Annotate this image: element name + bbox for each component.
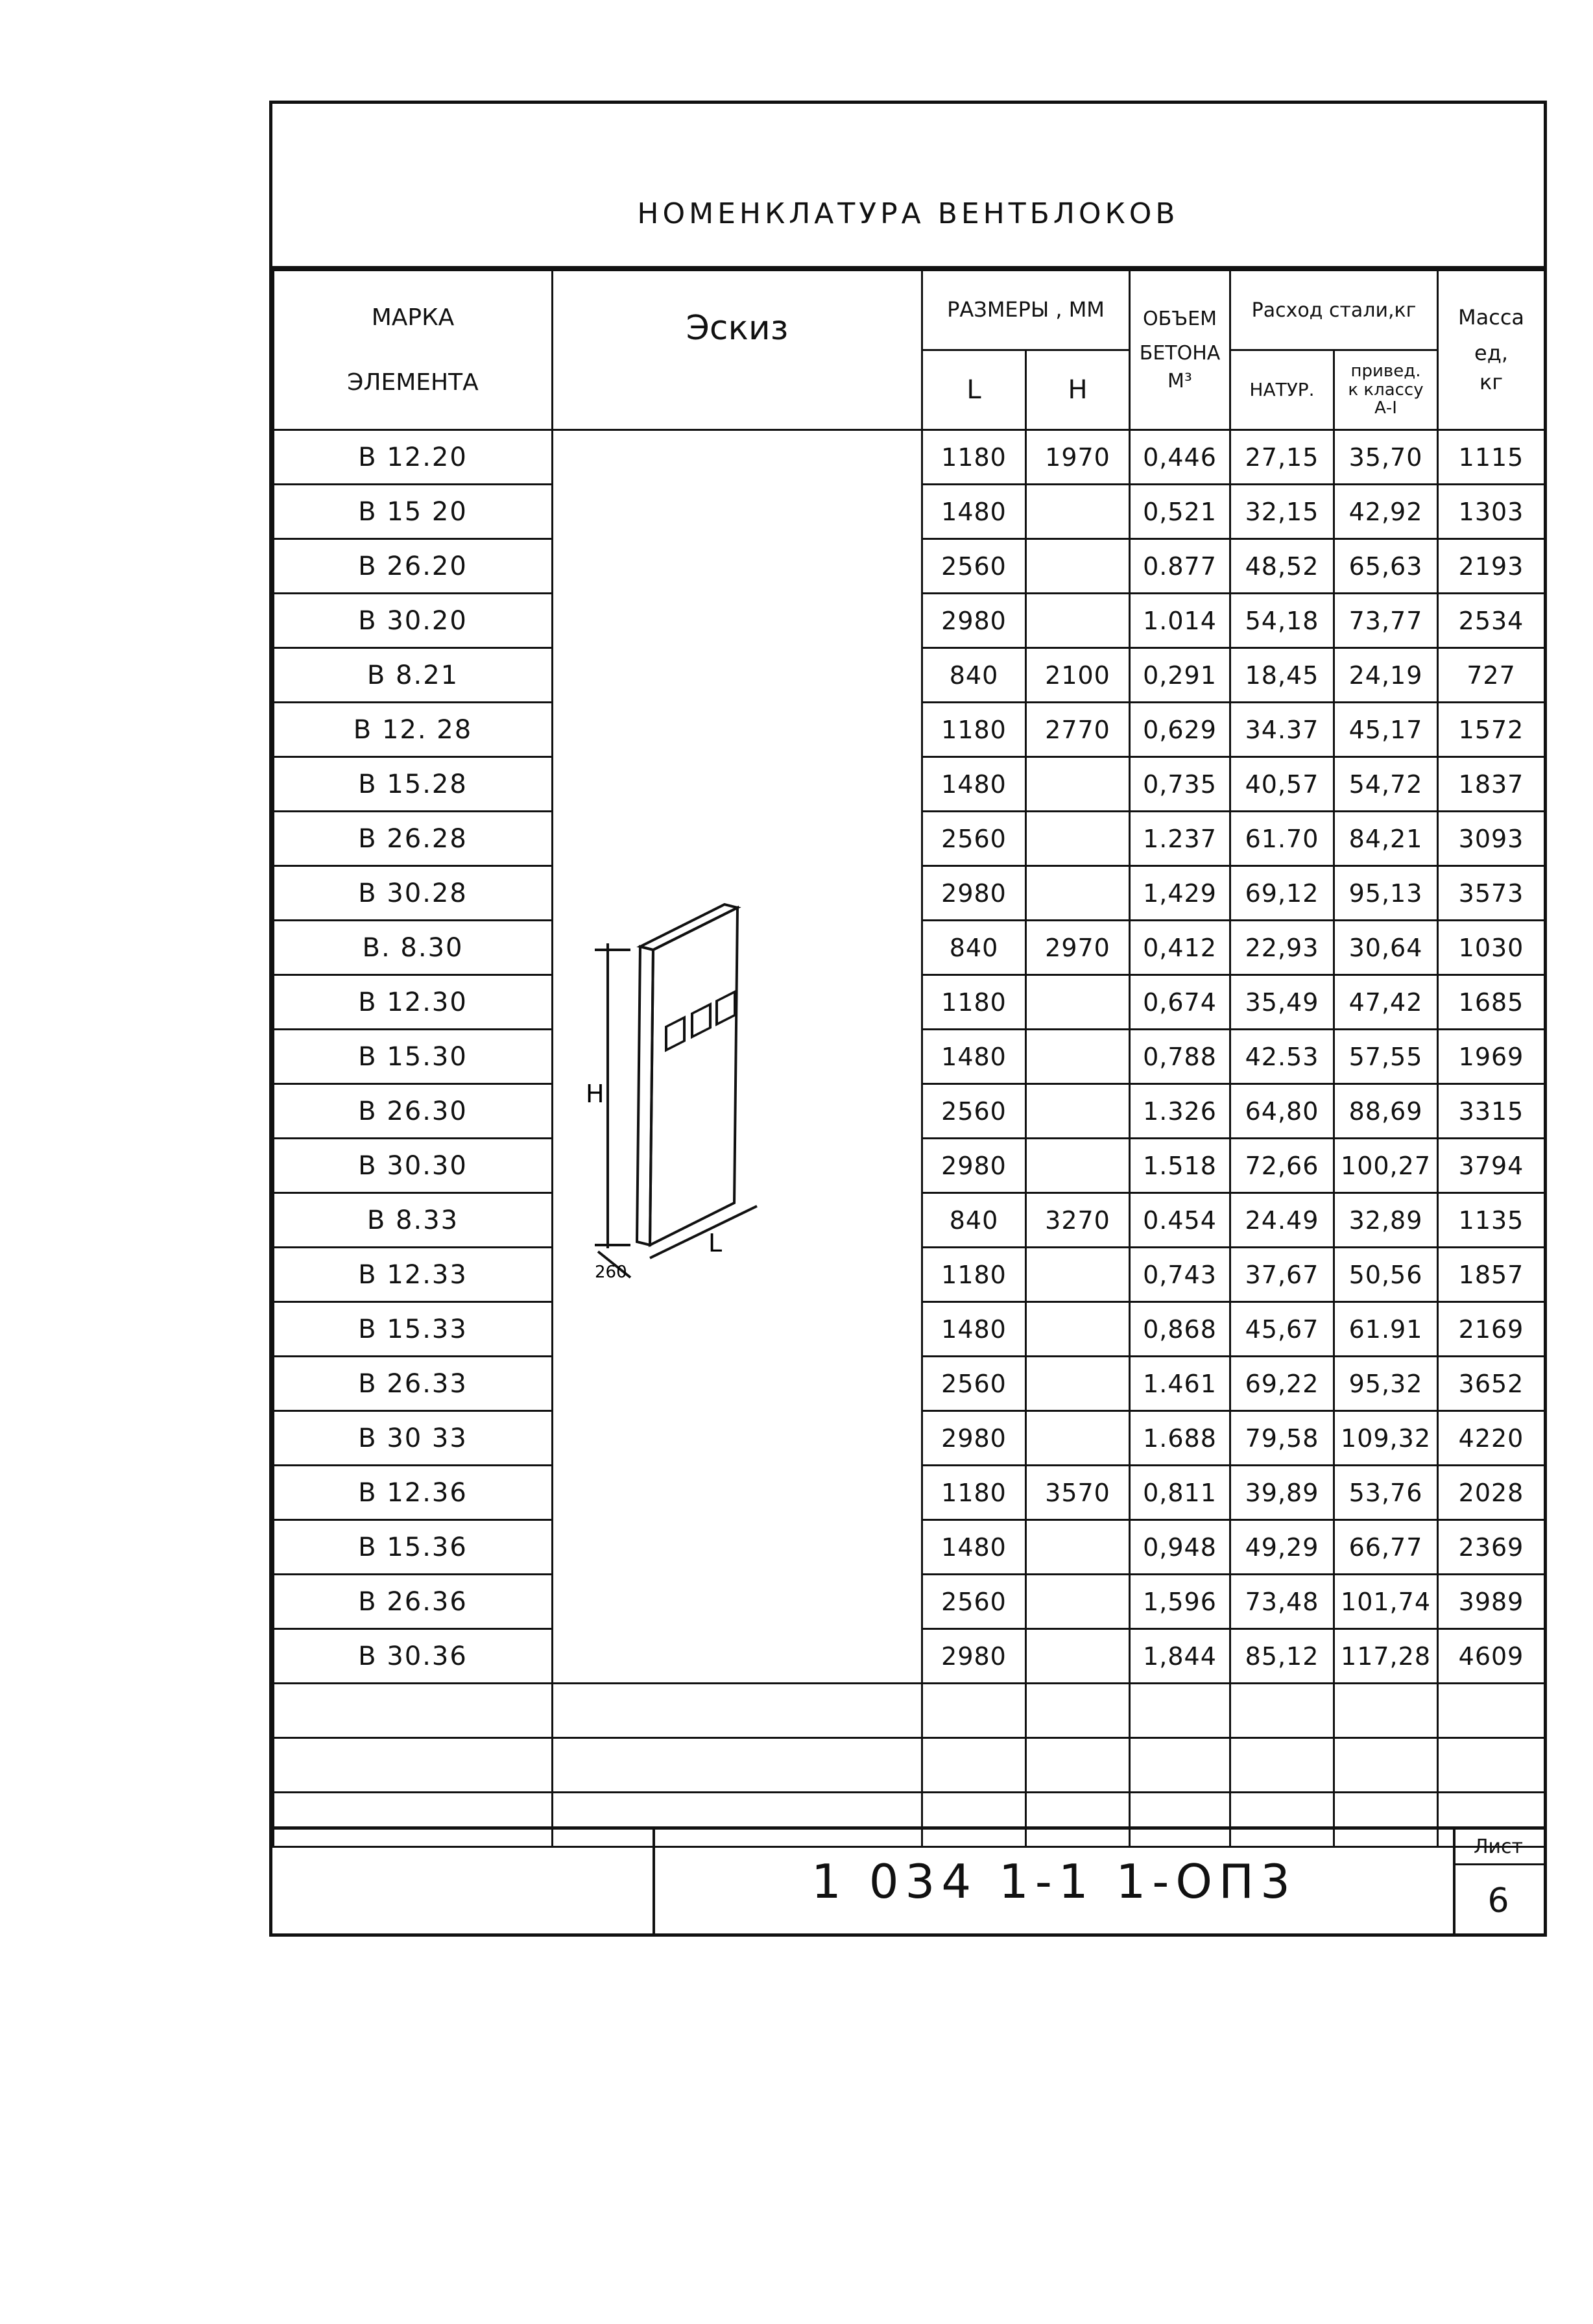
cell-nat: 61.70	[1230, 812, 1334, 866]
cell-mass: 2028	[1438, 1466, 1545, 1520]
sketch-label-w: 260	[594, 1262, 627, 1282]
cell-mark: В 26.33	[274, 1357, 553, 1411]
cell-L: 1480	[922, 757, 1026, 812]
cell-H	[1026, 485, 1130, 539]
cell-red: 53,76	[1334, 1466, 1438, 1520]
cell-nat: 64,80	[1230, 1084, 1334, 1139]
cell-mark: В 26.20	[274, 539, 553, 594]
cell-red: 57,55	[1334, 1030, 1438, 1084]
cell-L: 2980	[922, 1629, 1026, 1684]
header-steel-red-line3: А-I	[1374, 398, 1397, 418]
cell-mark: В 30 33	[274, 1411, 553, 1466]
empty-cell	[274, 1684, 553, 1738]
cell-H	[1026, 757, 1130, 812]
cell-H	[1026, 1248, 1130, 1302]
cell-red: 101,74	[1334, 1575, 1438, 1629]
cell-mark: В 30.28	[274, 866, 553, 921]
cell-red: 50,56	[1334, 1248, 1438, 1302]
cell-L: 2980	[922, 866, 1026, 921]
cell-vol: 0.877	[1130, 539, 1230, 594]
empty-cell	[553, 1684, 922, 1738]
cell-vol: 0,868	[1130, 1302, 1230, 1357]
cell-nat: 22,93	[1230, 921, 1334, 975]
header-mass-unit: кг	[1479, 370, 1503, 395]
cell-red: 84,21	[1334, 812, 1438, 866]
cell-H	[1026, 1520, 1130, 1575]
header-sketch: Эскиз	[553, 271, 922, 430]
cell-vol: 0,811	[1130, 1466, 1230, 1520]
header-H: H	[1026, 350, 1130, 430]
header-mass-line2: ед,	[1474, 340, 1508, 365]
cell-L: 840	[922, 921, 1026, 975]
cell-H	[1026, 1302, 1130, 1357]
cell-H	[1026, 1629, 1130, 1684]
cell-nat: 39,89	[1230, 1466, 1334, 1520]
cell-vol: 0,521	[1130, 485, 1230, 539]
header-volume-unit: М³	[1168, 370, 1192, 393]
table-row	[274, 430, 1545, 485]
header-mass-line1: Масса	[1458, 304, 1525, 330]
cell-H: 1970	[1026, 430, 1130, 485]
header-mark	[274, 271, 553, 430]
cell-mass: 1857	[1438, 1248, 1545, 1302]
cell-mark: В 26.36	[274, 1575, 553, 1629]
cell-mass: 3989	[1438, 1575, 1545, 1629]
title-block-left	[272, 1830, 655, 1933]
cell-nat: 34.37	[1230, 703, 1334, 757]
cell-vol: 1,844	[1130, 1629, 1230, 1684]
cell-L: 1180	[922, 703, 1026, 757]
cell-L: 2560	[922, 539, 1026, 594]
cell-vol: 0,743	[1130, 1248, 1230, 1302]
cell-H	[1026, 1357, 1130, 1411]
cell-vol: 1,596	[1130, 1575, 1230, 1629]
cell-nat: 32,15	[1230, 485, 1334, 539]
cell-mass: 3652	[1438, 1357, 1545, 1411]
cell-vol: 1.518	[1130, 1139, 1230, 1193]
header-steel-red-line2: к классу	[1348, 380, 1424, 400]
cell-red: 73,77	[1334, 594, 1438, 648]
cell-mark: В 26.28	[274, 812, 553, 866]
cell-nat: 45,67	[1230, 1302, 1334, 1357]
cell-vol: 0.454	[1130, 1193, 1230, 1248]
cell-L: 2980	[922, 1139, 1026, 1193]
cell-mass: 4220	[1438, 1411, 1545, 1466]
cell-mass: 3315	[1438, 1084, 1545, 1139]
cell-red: 42,92	[1334, 485, 1438, 539]
cell-vol: 0,674	[1130, 975, 1230, 1030]
cell-nat: 54,18	[1230, 594, 1334, 648]
cell-H: 2100	[1026, 648, 1130, 703]
cell-L: 2560	[922, 1575, 1026, 1629]
cell-vol: 0,788	[1130, 1030, 1230, 1084]
cell-L: 1180	[922, 1466, 1026, 1520]
cell-H	[1026, 1575, 1130, 1629]
cell-nat: 37,67	[1230, 1248, 1334, 1302]
cell-mark: В 15.36	[274, 1520, 553, 1575]
cell-mass: 1572	[1438, 703, 1545, 757]
cell-nat: 49,29	[1230, 1520, 1334, 1575]
cell-mass: 3573	[1438, 866, 1545, 921]
cell-mass: 2169	[1438, 1302, 1545, 1357]
cell-H	[1026, 539, 1130, 594]
cell-mass: 2534	[1438, 594, 1545, 648]
cell-L: 1480	[922, 1030, 1026, 1084]
cell-mark: В 15.30	[274, 1030, 553, 1084]
cell-red: 35,70	[1334, 430, 1438, 485]
cell-nat: 85,12	[1230, 1629, 1334, 1684]
empty-cell	[1438, 1684, 1545, 1738]
cell-H	[1026, 1030, 1130, 1084]
cell-mark: В 15.33	[274, 1302, 553, 1357]
header-steel-nat: НАТУР.	[1230, 350, 1334, 430]
cell-mark: В 12.20	[274, 430, 553, 485]
cell-red: 47,42	[1334, 975, 1438, 1030]
cell-mark: В 15 20	[274, 485, 553, 539]
cell-vol: 1.461	[1130, 1357, 1230, 1411]
sheet-label: Лист	[1453, 1830, 1544, 1865]
cell-L: 2560	[922, 812, 1026, 866]
cell-vol: 0,735	[1130, 757, 1230, 812]
title-block	[272, 1826, 1544, 1933]
cell-red: 100,27	[1334, 1139, 1438, 1193]
cell-H	[1026, 866, 1130, 921]
header-steel: Расход стали,кг	[1230, 271, 1438, 350]
header-steel-red-line1: привед.	[1350, 361, 1421, 381]
cell-mark: В. 8.30	[274, 921, 553, 975]
header-volume-line1: ОБЪЕМ	[1143, 308, 1217, 330]
cell-red: 32,89	[1334, 1193, 1438, 1248]
empty-cell	[274, 1738, 553, 1793]
cell-mark: В 30.30	[274, 1139, 553, 1193]
cell-vol: 1.326	[1130, 1084, 1230, 1139]
cell-L: 840	[922, 648, 1026, 703]
cell-nat: 40,57	[1230, 757, 1334, 812]
cell-red: 24,19	[1334, 648, 1438, 703]
cell-mark: В 12. 28	[274, 703, 553, 757]
cell-nat: 69,22	[1230, 1357, 1334, 1411]
header-dims: РАЗМЕРЫ , ММ	[922, 271, 1130, 350]
empty-cell	[922, 1738, 1026, 1793]
cell-H: 3570	[1026, 1466, 1130, 1520]
empty-cell	[1334, 1738, 1438, 1793]
cell-mass: 727	[1438, 648, 1545, 703]
cell-L: 1480	[922, 1302, 1026, 1357]
empty-cell	[553, 1738, 922, 1793]
cell-mark: В 12.30	[274, 975, 553, 1030]
header-L: L	[922, 350, 1026, 430]
empty-cell	[1334, 1684, 1438, 1738]
cell-vol: 0,291	[1130, 648, 1230, 703]
header-mark-line1: МАРКА	[371, 304, 455, 331]
empty-row	[274, 1738, 1545, 1793]
header-mass	[1438, 271, 1545, 430]
header-volume	[1130, 271, 1230, 430]
cell-red: 66,77	[1334, 1520, 1438, 1575]
cell-red: 45,17	[1334, 703, 1438, 757]
cell-mass: 2193	[1438, 539, 1545, 594]
cell-red: 117,28	[1334, 1629, 1438, 1684]
cell-nat: 24.49	[1230, 1193, 1334, 1248]
cell-mark: В 8.33	[274, 1193, 553, 1248]
cell-red: 95,32	[1334, 1357, 1438, 1411]
cell-L: 2980	[922, 594, 1026, 648]
cell-mark: В 30.36	[274, 1629, 553, 1684]
cell-mass: 1030	[1438, 921, 1545, 975]
cell-mass: 1969	[1438, 1030, 1545, 1084]
cell-nat: 48,52	[1230, 539, 1334, 594]
empty-row	[274, 1684, 1545, 1738]
cell-vol: 1,429	[1130, 866, 1230, 921]
cell-mass: 3794	[1438, 1139, 1545, 1193]
cell-H	[1026, 1084, 1130, 1139]
cell-H: 2970	[1026, 921, 1130, 975]
empty-cell	[922, 1684, 1026, 1738]
cell-L: 1180	[922, 430, 1026, 485]
cell-L: 1480	[922, 485, 1026, 539]
page-title: НОМЕНКЛАТУРА ВЕНТБЛОКОВ	[272, 104, 1544, 269]
cell-nat: 27,15	[1230, 430, 1334, 485]
cell-L: 2980	[922, 1411, 1026, 1466]
cell-red: 109,32	[1334, 1411, 1438, 1466]
header-steel-red	[1334, 350, 1438, 430]
sketch-label-h: H	[585, 1079, 605, 1108]
cell-L: 1180	[922, 1248, 1026, 1302]
cell-nat: 79,58	[1230, 1411, 1334, 1466]
drawing-sheet	[269, 101, 1547, 1937]
cell-red: 65,63	[1334, 539, 1438, 594]
sketch-cell	[553, 430, 922, 1684]
cell-red: 61.91	[1334, 1302, 1438, 1357]
cell-nat: 72,66	[1230, 1139, 1334, 1193]
empty-cell	[1026, 1684, 1130, 1738]
cell-red: 88,69	[1334, 1084, 1438, 1139]
cell-mass: 1685	[1438, 975, 1545, 1030]
cell-H	[1026, 812, 1130, 866]
cell-mark: В 12.36	[274, 1466, 553, 1520]
cell-mass: 3093	[1438, 812, 1545, 866]
cell-mass: 1135	[1438, 1193, 1545, 1248]
ventblock-sketch	[569, 830, 906, 1284]
sketch-label-l: L	[708, 1228, 722, 1257]
cell-mark: В 30.20	[274, 594, 553, 648]
cell-vol: 1.688	[1130, 1411, 1230, 1466]
nomenclature-table	[272, 269, 1546, 1848]
cell-nat: 69,12	[1230, 866, 1334, 921]
cell-H	[1026, 594, 1130, 648]
cell-mark: В 8.21	[274, 648, 553, 703]
cell-mass: 2369	[1438, 1520, 1545, 1575]
document-code: 1 034 1-1 1-ОП3	[811, 1854, 1297, 1909]
cell-mass: 1115	[1438, 430, 1545, 485]
cell-vol: 0,446	[1130, 430, 1230, 485]
cell-mass: 4609	[1438, 1629, 1545, 1684]
cell-H	[1026, 975, 1130, 1030]
cell-mark: В 15.28	[274, 757, 553, 812]
empty-cell	[1026, 1738, 1130, 1793]
header-mark-line2: ЭЛЕМЕНТА	[347, 369, 479, 396]
empty-cell	[1130, 1684, 1230, 1738]
header-volume-line2: БЕТОНА	[1139, 342, 1221, 365]
cell-nat: 35,49	[1230, 975, 1334, 1030]
cell-mark: В 26.30	[274, 1084, 553, 1139]
cell-nat: 18,45	[1230, 648, 1334, 703]
cell-vol: 1.014	[1130, 594, 1230, 648]
cell-H	[1026, 1139, 1130, 1193]
cell-L: 1480	[922, 1520, 1026, 1575]
empty-cell	[1230, 1738, 1334, 1793]
cell-H	[1026, 1411, 1130, 1466]
cell-L: 2560	[922, 1084, 1026, 1139]
cell-L: 840	[922, 1193, 1026, 1248]
cell-H: 3270	[1026, 1193, 1130, 1248]
cell-nat: 73,48	[1230, 1575, 1334, 1629]
cell-L: 1180	[922, 975, 1026, 1030]
cell-mass: 1837	[1438, 757, 1545, 812]
empty-cell	[1230, 1684, 1334, 1738]
cell-red: 30,64	[1334, 921, 1438, 975]
cell-mark: В 12.33	[274, 1248, 553, 1302]
cell-red: 54,72	[1334, 757, 1438, 812]
cell-vol: 0,629	[1130, 703, 1230, 757]
cell-red: 95,13	[1334, 866, 1438, 921]
cell-vol: 0,948	[1130, 1520, 1230, 1575]
sheet-number: 6	[1487, 1882, 1509, 1920]
cell-mass: 1303	[1438, 485, 1545, 539]
empty-cell	[1438, 1738, 1545, 1793]
cell-H: 2770	[1026, 703, 1130, 757]
cell-L: 2560	[922, 1357, 1026, 1411]
cell-vol: 1.237	[1130, 812, 1230, 866]
empty-cell	[1130, 1738, 1230, 1793]
cell-nat: 42.53	[1230, 1030, 1334, 1084]
cell-vol: 0,412	[1130, 921, 1230, 975]
